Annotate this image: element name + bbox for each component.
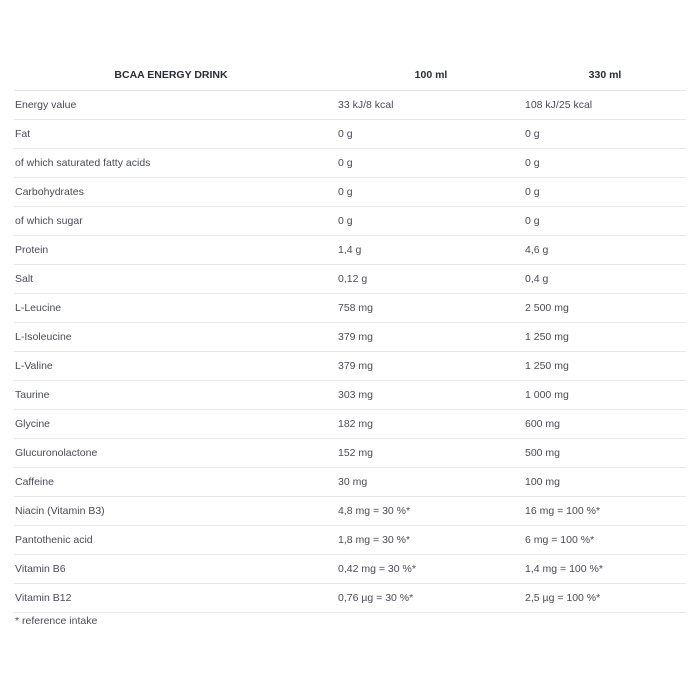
value-330ml: 0 g <box>524 149 686 178</box>
table-row <box>14 323 686 352</box>
value-100ml: 182 mg <box>338 410 524 439</box>
nutrient-name: L-Leucine <box>14 294 338 323</box>
value-100ml: 33 kJ/8 kcal <box>338 91 524 120</box>
value-100ml: 1,4 g <box>338 236 524 265</box>
nutrient-name: Energy value <box>14 91 338 120</box>
table-body <box>14 91 686 613</box>
nutrient-name: L-Valine <box>14 352 338 381</box>
nutrient-name: of which sugar <box>14 207 338 236</box>
value-100ml: 379 mg <box>338 323 524 352</box>
value-330ml: 0 g <box>524 120 686 149</box>
value-100ml: 0 g <box>338 120 524 149</box>
nutrient-name: Pantothenic acid <box>14 526 338 555</box>
value-100ml: 0 g <box>338 207 524 236</box>
table-row <box>14 555 686 584</box>
column-header-330ml: 330 ml <box>524 60 686 91</box>
nutrient-name: Protein <box>14 236 338 265</box>
nutrient-name: Glycine <box>14 410 338 439</box>
value-100ml: 0,42 mg = 30 %* <box>338 555 524 584</box>
nutrient-name: Vitamin B6 <box>14 555 338 584</box>
nutrient-name: Carbohydrates <box>14 178 338 207</box>
nutrient-name: Taurine <box>14 381 338 410</box>
table-row <box>14 468 686 497</box>
nutrition-table <box>14 60 686 613</box>
table-row <box>14 236 686 265</box>
table-row <box>14 207 686 236</box>
table-row <box>14 526 686 555</box>
table-row <box>14 352 686 381</box>
value-100ml: 379 mg <box>338 352 524 381</box>
table-row <box>14 381 686 410</box>
nutrient-name: of which saturated fatty acids <box>14 149 338 178</box>
value-100ml: 1,8 mg = 30 %* <box>338 526 524 555</box>
table-row <box>14 294 686 323</box>
value-330ml: 100 mg <box>524 468 686 497</box>
value-100ml: 0,12 g <box>338 265 524 294</box>
nutrient-name: Vitamin B12 <box>14 584 338 613</box>
nutrient-name: Niacin (Vitamin B3) <box>14 497 338 526</box>
table-row <box>14 149 686 178</box>
nutrient-name: L-Isoleucine <box>14 323 338 352</box>
value-330ml: 1,4 mg = 100 %* <box>524 555 686 584</box>
nutrient-name: Glucuronolactone <box>14 439 338 468</box>
value-330ml: 0 g <box>524 207 686 236</box>
nutrient-name: Salt <box>14 265 338 294</box>
table-header-row <box>14 60 686 91</box>
value-330ml: 600 mg <box>524 410 686 439</box>
value-330ml: 16 mg = 100 %* <box>524 497 686 526</box>
value-330ml: 2 500 mg <box>524 294 686 323</box>
table-row <box>14 178 686 207</box>
nutrient-name: Fat <box>14 120 338 149</box>
value-100ml: 152 mg <box>338 439 524 468</box>
value-100ml: 0,76 µg = 30 %* <box>338 584 524 613</box>
value-100ml: 30 mg <box>338 468 524 497</box>
value-100ml: 758 mg <box>338 294 524 323</box>
table-row <box>14 120 686 149</box>
column-header-100ml: 100 ml <box>338 60 524 91</box>
value-100ml: 0 g <box>338 178 524 207</box>
table-row <box>14 91 686 120</box>
footnote: * reference intake <box>15 615 98 627</box>
value-330ml: 500 mg <box>524 439 686 468</box>
table-row <box>14 584 686 613</box>
value-100ml: 303 mg <box>338 381 524 410</box>
value-330ml: 1 000 mg <box>524 381 686 410</box>
table-row <box>14 410 686 439</box>
value-330ml: 0 g <box>524 178 686 207</box>
value-100ml: 0 g <box>338 149 524 178</box>
value-330ml: 6 mg = 100 %* <box>524 526 686 555</box>
value-100ml: 4,8 mg = 30 %* <box>338 497 524 526</box>
column-header-product: BCAA ENERGY DRINK <box>14 60 338 91</box>
nutrient-name: Caffeine <box>14 468 338 497</box>
value-330ml: 1 250 mg <box>524 323 686 352</box>
table-row <box>14 439 686 468</box>
table-row <box>14 497 686 526</box>
value-330ml: 4,6 g <box>524 236 686 265</box>
value-330ml: 2,5 µg = 100 %* <box>524 584 686 613</box>
value-330ml: 1 250 mg <box>524 352 686 381</box>
value-330ml: 108 kJ/25 kcal <box>524 91 686 120</box>
value-330ml: 0,4 g <box>524 265 686 294</box>
table-row <box>14 265 686 294</box>
